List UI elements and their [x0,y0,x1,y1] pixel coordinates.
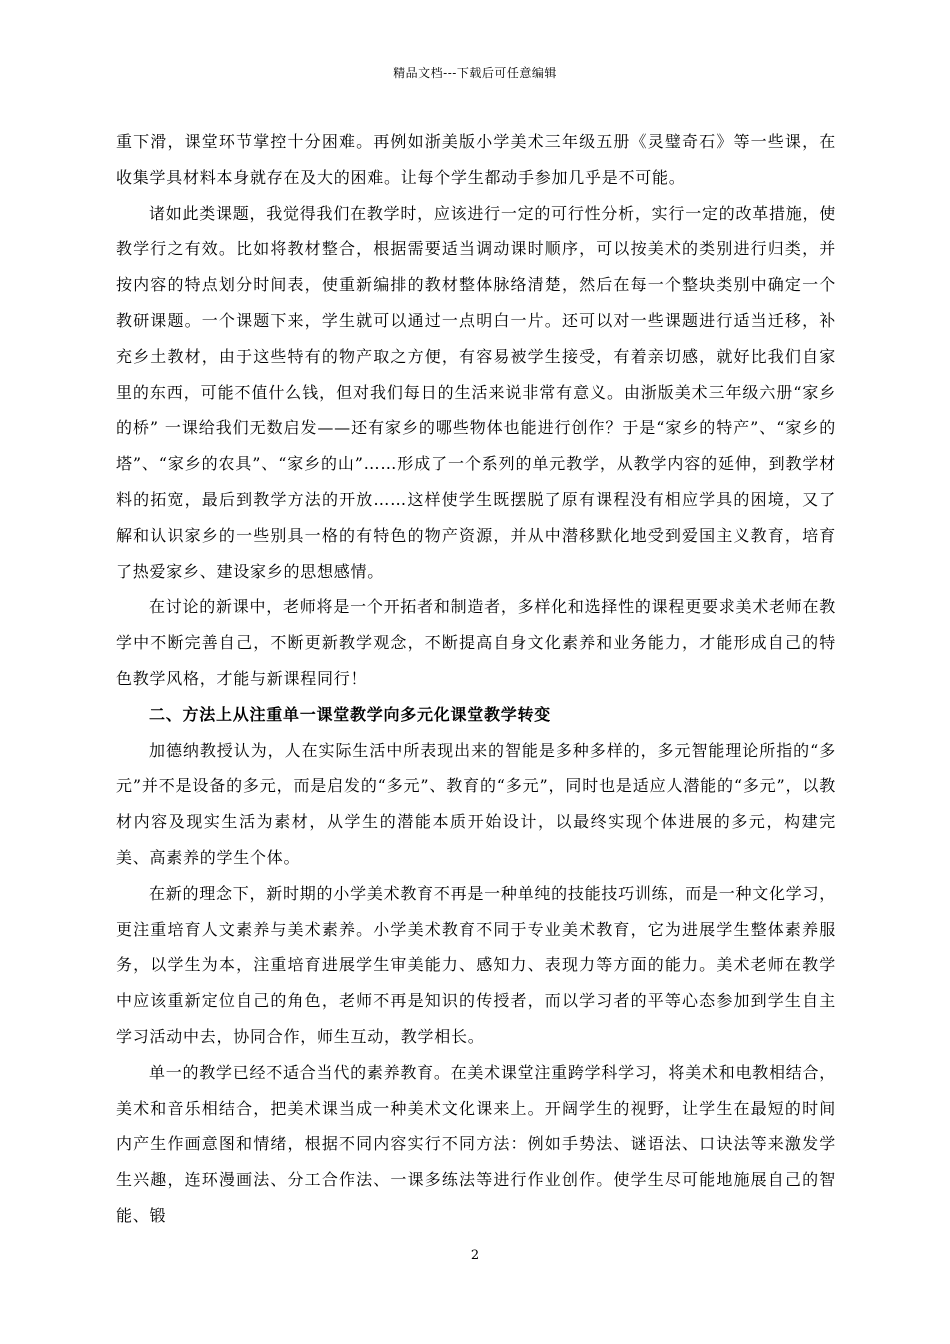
page-number: 2 [470,1248,480,1263]
paragraph: 诸如此类课题，我觉得我们在教学时，应该进行一定的可行性分析，实行一定的改革措施，使教学行之有效。比如将教材整合，根据需要适当调动课时顺序，可以按美术的类别进行归类，并按内容的特点划分时间表，使重新编排的教材整体脉络清楚，然后在每一个整块类别中确定一个教研课题。一个课题下来，学生就可以通过一点明白一片。还可以对一些课题进行适当迁移，补充乡土教材，由于这些特有的物产取之方便，有容易被学生接受，有着亲切感，就好比我们自家里的东西，可能不值什么钱，但对我们每日的生活来说非常有意义。由浙版美术三年级六册“家乡的桥” 一课给我们无数启发——还有家乡的哪些物体也能进行创作？于是“家乡的特产”、“家乡的塔”、“家乡的农具”、“家乡的山”……形成了一个系列的单元教学，从教学内容的延伸，到教学材料的拓宽，最后到教学方法的开放……这样使学生既摆脱了原有课程没有相应学具的困境，又了解和认识家乡的一些别具一格的有特色的物产资源，并从中潜移默化地受到爱国主义教育，培育了热爱家乡、建设家乡的思想感情。 [116,203,836,581]
page-header: 精品文档---下载后可任意编辑 [393,66,557,80]
paragraph-continuation: 重下滑，课堂环节掌控十分困难。再例如浙美版小学美术三年级五册《灵璧奇石》等一些课，在收集学具材料本身就存在及大的困难。让每个学生都动手参加几乎是不可能。 [116,132,836,187]
paragraph: 单一的教学已经不适合当代的素养教育。在美术课堂注重跨学科学习，将美术和电教相结合，美术和音乐相结合，把美术课当成一种美术文化课来上。开阔学生的视野，让学生在最短的时间内产生作画意图和情绪，根据不同内容实行不同方法：例如手势法、谜语法、口诀法等来激发学生兴趣，连环漫画法、分工合作法、一课多练法等进行作业创作。使学生尽可能地施展自己的智能、锻 [116,1062,836,1225]
paragraph: 在新的理念下，新时期的小学美术教育不再是一种单纯的技能技巧训练，而是一种文化学习，更注重培育人文素养与美术素养。小学美术教育不同于专业美术教育，它为进展学生整体素养服务，以学生为本，注重培育进展学生审美能力、感知力、表现力等方面的能力。美术老师在教学中应该重新定位自己的角色，老师不再是知识的传授者，而以学习者的平等心态参加到学生自主学习活动中去，协同合作，师生互动，教学相长。 [116,883,836,1046]
paragraph: 加德纳教授认为，人在实际生活中所表现出来的智能是多种多样的，多元智能理论所指的“多元”并不是设备的多元，而是启发的“多元”、教育的“多元”，同时也是适应人潜能的“多元”，以教材内容及现实生活为素材，从学生的潜能本质开始设计，以最终实现个体进展的多元，构建完美、高素养的学生个体。 [116,740,836,867]
document-body [116,124,836,1234]
paragraph: 在讨论的新课中，老师将是一个开拓者和制造者，多样化和选择性的课程更要求美术老师在教学中不断完善自己，不断更新教学观念，不断提高自身文化素养和业务能力，才能形成自己的特色教学风格，才能与新课程同行！ [116,597,836,688]
section-heading: 二、方法上从注重单一课堂教学向多元化课堂教学转变 [149,704,552,724]
